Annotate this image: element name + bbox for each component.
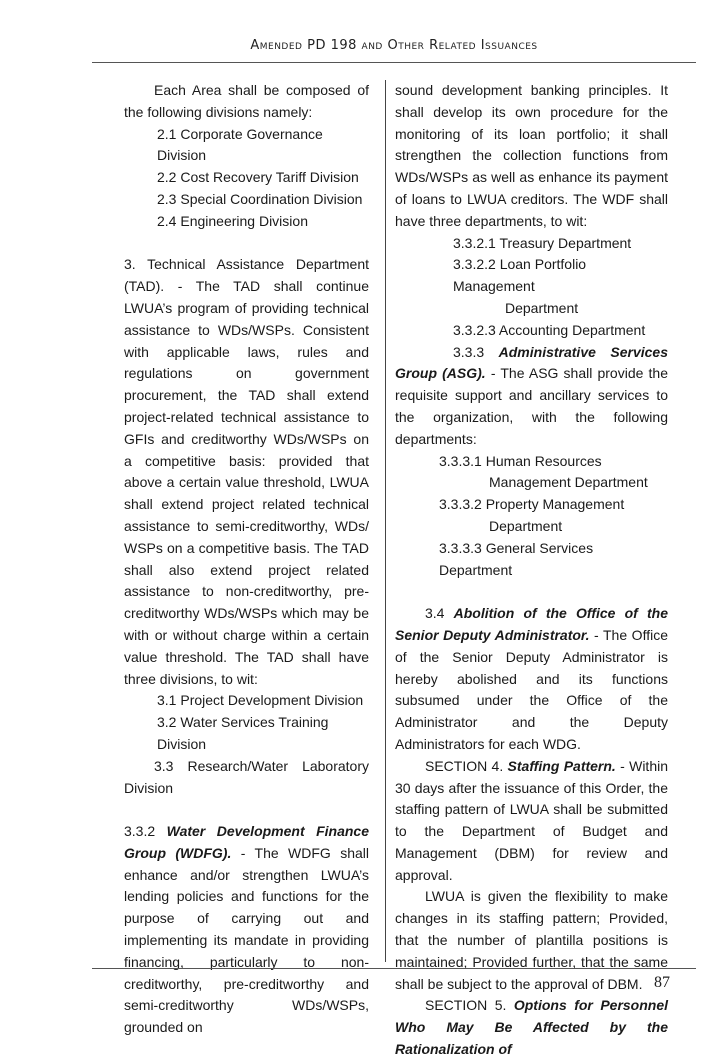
footer-rule <box>92 968 696 969</box>
list-item: 3.3.3.2 Property Management <box>439 496 625 513</box>
column-divider <box>385 80 386 962</box>
running-header: Amended PD 198 and Other Related Issuances <box>250 38 538 53</box>
left-column <box>124 80 369 1039</box>
list-item-continuation: Management Department <box>489 474 648 491</box>
list-item: 3.1 Project Development Division <box>157 692 364 709</box>
list-item: 3.3.3.1 Human Resources <box>439 452 602 469</box>
section-heading: Options for Personnel Who May Be Affected by the Rationalization of <box>395 997 669 1058</box>
paragraph-wdf-continued: sound development banking principles. It shall develop its own procedure for the monitoring of its loan portfolio; it shall strengthen the collection functions from WDs/WSPs as well as enhance its payment of loans to LWUA creditors. The WDF shall have three departments, to wit: <box>395 82 668 229</box>
section-number: SECTION 4. <box>425 757 508 774</box>
section-heading: Administrative Services Group (ASG). <box>395 343 668 382</box>
spacer <box>395 581 668 603</box>
paragraph-section-4 <box>395 756 668 887</box>
paragraph-section-5 <box>395 995 668 1060</box>
paragraph-wdfg <box>124 821 369 1039</box>
paragraph-flexibility: LWUA is given the flexibility to make changes in its staffing pattern; Provided, that the number of plantilla positions is maintained; Provided further, that the same shall be subject to the approval of DBM. <box>395 888 668 992</box>
list-item: 2.1 Corporate Governance Division <box>157 125 323 164</box>
section-body: - Within 30 days after the issuance of this Order, the staffing pattern of LWUA shall be submitted to the Department of Budget and Management (DBM) for review and approval. <box>395 757 669 883</box>
section-heading: Abolition of the Office of the Senior Deputy Administrator. <box>395 605 668 643</box>
spacer <box>124 799 369 821</box>
list-item: 3.3.2.2 Loan Portfolio Management <box>453 256 587 295</box>
page-number: 87 <box>654 974 670 991</box>
paragraph-tad: 3. Technical Assistance Department (TAD). - The TAD shall continue LWUA’s program of providing technical assistance to WDs/WSPs. Consistent with applicable laws, rules and regulations on government procurement, the TAD shall extend project-related technical assistance to GFIs and creditworthy WDs/WSPs on a competitive basis: provided that above a certain value threshold, LWUA shall extend project related technical assistance to semi-creditworthy, WDs/ WSPs on a competitive basis. The TAD shall also extend project related assistance to non-creditworthy, pre-creditworthy WDs/WSPs which may be with or without charge within a certain value threshold. The TAD shall have three divisions, to wit: <box>124 256 369 687</box>
paragraph-area-divisions: Each Area shall be composed of the following divisions namely: <box>124 82 369 120</box>
list-item: 2.3 Special Coordination Division <box>157 190 363 207</box>
right-column <box>395 80 668 1061</box>
section-number: 3.3.2 <box>124 823 156 840</box>
list-item: 3.3.2.1 Treasury Department <box>453 234 632 251</box>
section-body: - The Office of the Senior Deputy Administrator is hereby abolished and its functions subsumed under the Office of the Administrator and the Deputy Administrators for each WDG. <box>395 626 668 752</box>
list-item: 2.2 Cost Recovery Tariff Division <box>157 169 359 186</box>
section-body: - The WDFG shall enhance and/or strengthen LWUA’s lending policies and functions for the purpose of carrying out and implementing its mandate in providing financing, particularly to non-creditworthy, pre-creditworthy and semi-creditworthy WDs/WSPs, grounded on <box>124 844 369 1036</box>
spacer <box>124 233 369 255</box>
section-number: 3.3.3 <box>453 343 499 360</box>
list-item-wrapped: 3.3 Research/Water Laboratory Division <box>124 757 369 796</box>
list-item: 2.4 Engineering Division <box>157 212 308 229</box>
section-heading: Staffing Pattern. <box>507 757 616 774</box>
section-body: - The ASG shall provide the requisite support and ancillary services to the organization, with the following departments: <box>395 365 668 447</box>
list-item-continuation: Department <box>489 517 563 534</box>
list-item: 3.2 Water Services Training Division <box>157 714 329 752</box>
paragraph-abolition <box>395 603 668 756</box>
list-item-continuation: Department <box>505 299 579 316</box>
list-item: 3.3.2.3 Accounting Department <box>453 321 646 338</box>
section-number: 3.4 <box>425 605 454 622</box>
section-number: SECTION 5. <box>425 997 514 1014</box>
paragraph-asg <box>395 342 668 451</box>
section-heading: Water Development Finance Group (WDFG). <box>124 823 369 861</box>
header-rule <box>92 62 696 63</box>
list-item: 3.3.3.3 General Services Department <box>439 539 594 578</box>
